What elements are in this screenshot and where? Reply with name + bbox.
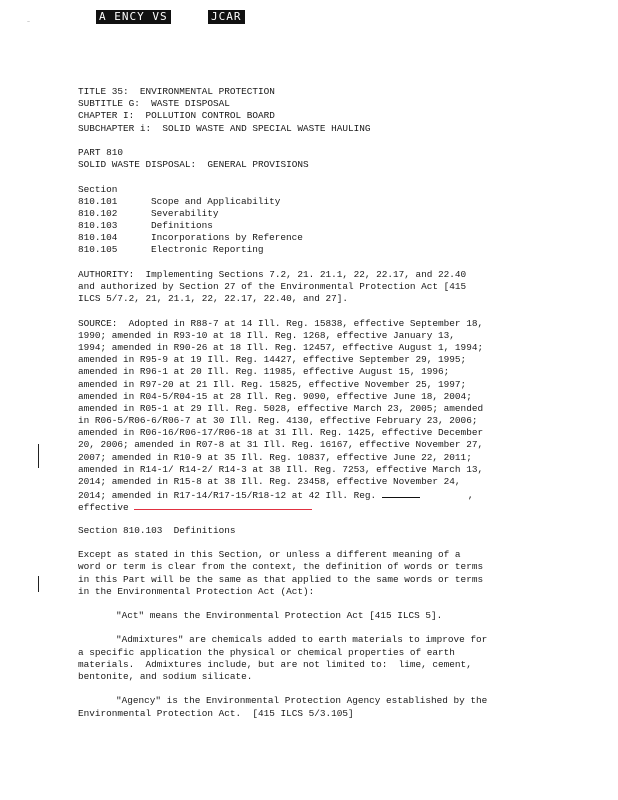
source-effective-label: effective xyxy=(78,502,129,514)
regulation-text xyxy=(78,86,548,720)
intro-line: Except as stated in this Section, or unless a different meaning of a xyxy=(78,549,461,561)
revision-bar xyxy=(38,576,39,592)
blank-effective-date xyxy=(134,500,312,510)
chapter-line: CHAPTER I: POLLUTION CONTROL BOARD xyxy=(78,110,275,122)
definition-agency-line: Environmental Protection Act. [415 ILCS 5/3.105] xyxy=(78,707,354,719)
source-line: in R06-5/R06-6/R06-7 at 30 Ill. Reg. 4130, effective February 23, 2006; xyxy=(78,415,478,427)
blank-volume xyxy=(382,488,420,498)
intro-line: in the Environmental Protection Act (Act): xyxy=(78,585,315,597)
source-line: amended in R95-9 at 19 Ill. Reg. 14427, effective September 29, 1995; xyxy=(78,354,467,366)
intro-line: in this Part will be the same as that applied to the same words or terms xyxy=(78,573,484,585)
definition-admixtures-line: a specific application the physical or chemical properties of earth xyxy=(78,646,455,658)
source-line: 20, 2006; amended in R07-8 at 31 Ill. Reg. 16167, effective November 27, xyxy=(78,439,484,451)
toc-title: Definitions xyxy=(151,220,213,232)
part-number: PART 810 xyxy=(78,146,124,158)
source-line: amended in R05-1 at 29 Ill. Reg. 5028, effective March 23, 2005; amended xyxy=(78,402,484,414)
stamp-left: A ENCY VS xyxy=(96,10,171,24)
stamp-right: JCAR xyxy=(208,10,245,24)
source-line: amended in R06-16/R06-17/R06-18 at 31 Ill. Reg. 1425, effective December xyxy=(78,427,484,439)
source-line: 2007; amended in R10-9 at 35 Ill. Reg. 10837, effective June 22, 2011; xyxy=(78,451,472,463)
authority-line: ILCS 5/7.2, 21, 21.1, 22, 22.17, 22.40, and 27]. xyxy=(78,293,349,305)
source-line: 2014; amended in R15-8 at 38 Ill. Reg. 23458, effective November 24, xyxy=(78,476,461,487)
intro-line: word or term is clear from the context, the definition of words or terms xyxy=(78,561,484,573)
toc-title: Scope and Applicability xyxy=(151,195,281,207)
source-line: amended in R96-1 at 20 Ill. Reg. 11985, effective August 15, 1996; xyxy=(78,366,450,378)
toc-number: 810.103 xyxy=(78,220,118,232)
toc-title: Electronic Reporting xyxy=(151,244,264,256)
toc-row xyxy=(78,232,548,244)
toc-label: Section xyxy=(78,183,118,195)
source-line: 1994; amended in R90-26 at 18 Ill. Reg. 12457, effective August 1, 1994; xyxy=(78,341,484,353)
toc-number: 810.102 xyxy=(78,207,118,219)
definition-act: "Act" means the Environmental Protection Act [415 ILCS 5]. xyxy=(116,610,443,622)
source-line: amended in R97-20 at 21 Ill. Reg. 15825, effective November 25, 1997; xyxy=(78,378,467,390)
source-line: 2014; amended in R17-14/R17-15/R18-12 at 42 Ill. Reg. xyxy=(78,490,377,502)
toc-number: 810.105 xyxy=(78,244,118,256)
source-line-last: 2014; amended in R17-14/R17-15/R18-12 at 42 Ill. Reg. , xyxy=(78,490,474,502)
part-title: SOLID WASTE DISPOSAL: GENERAL PROVISIONS xyxy=(78,159,309,171)
source-effective-line xyxy=(78,500,548,512)
subchapter-line: SUBCHAPTER i: SOLID WASTE AND SPECIAL WASTE HAULING xyxy=(78,122,371,134)
toc-title: Incorporations by Reference xyxy=(151,232,303,244)
definition-agency-line: "Agency" is the Environmental Protection Agency established by the xyxy=(116,695,488,707)
title-line: TITLE 35: ENVIRONMENTAL PROTECTION xyxy=(78,86,275,97)
revision-bar xyxy=(38,444,39,468)
toc-row xyxy=(78,196,548,208)
toc-title: Severability xyxy=(151,207,219,219)
toc-row xyxy=(78,220,548,232)
definition-admixtures-line: bentonite, and sodium silicate. xyxy=(78,671,253,682)
section-heading: Section 810.103 Definitions xyxy=(78,524,236,536)
definition-admixtures-line: materials. Admixtures include, but are not limited to: lime, cement, xyxy=(78,658,472,670)
source-line: 1990; amended in R93-10 at 18 Ill. Reg. 1268, effective January 13, xyxy=(78,329,455,341)
source-line: amended in R04-5/R04-15 at 28 Ill. Reg. 9090, effective June 18, 2004; xyxy=(78,390,472,402)
definition-admixtures-line: "Admixtures" are chemicals added to earth materials to improve for xyxy=(116,634,488,646)
toc-number: 810.104 xyxy=(78,232,118,244)
toc-row xyxy=(78,208,548,220)
authority-line: and authorized by Section 27 of the Environmental Protection Act [415 xyxy=(78,281,467,292)
source-line: amended in R14-1/ R14-2/ R14-3 at 38 Ill. Reg. 7253, effective March 13, xyxy=(78,463,484,475)
toc-row xyxy=(78,244,548,256)
authority-line: AUTHORITY: Implementing Sections 7.2, 21. 21.1, 22, 22.17, and 22.40 xyxy=(78,268,467,280)
scan-mark: – xyxy=(27,18,30,25)
source-line: SOURCE: Adopted in R88-7 at 14 Ill. Reg. 15838, effective September 18, xyxy=(78,317,484,329)
subtitle-line: SUBTITLE G: WASTE DISPOSAL xyxy=(78,98,230,110)
toc-number: 810.101 xyxy=(78,195,118,207)
